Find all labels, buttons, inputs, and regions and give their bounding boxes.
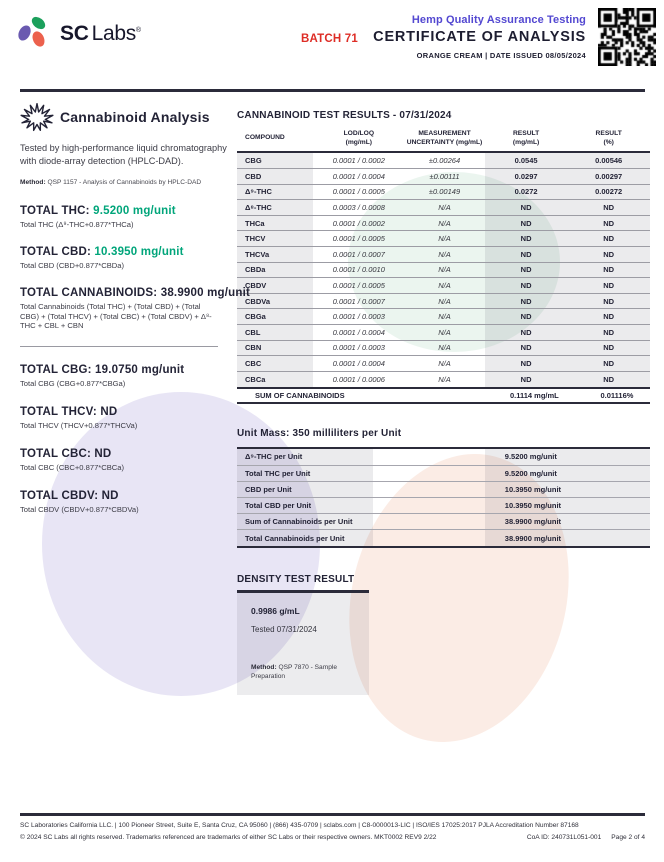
unit-label-cell: Sum of Cannabinoids per Unit: [237, 514, 373, 529]
compound-cell: CBN: [237, 341, 313, 356]
unit-label-cell: Δ⁹-THC per Unit: [237, 449, 373, 464]
total-value: ND: [94, 448, 112, 461]
total-value: 38.9900 mg/unit: [160, 286, 251, 299]
lod-loq-cell: 0.0001 / 0.0004: [332, 327, 385, 337]
total-formula: Total CBG (CBG+0.877*CBGa): [20, 379, 126, 389]
result-mg-cell: ND: [485, 216, 568, 231]
density-tested-date: Tested 07/31/2024: [251, 624, 317, 634]
density-title-underline: [237, 590, 369, 593]
total-block: [20, 490, 228, 515]
compound-cell: THCVa: [237, 247, 313, 262]
total-heading: [20, 364, 228, 376]
total-label: TOTAL THCV:: [20, 406, 97, 419]
unit-value-cell: 38.9900 mg/unit: [485, 530, 650, 546]
result-mg-cell: ND: [485, 247, 568, 262]
compound-cell: CBC: [237, 356, 313, 371]
logo-petal-green: [30, 14, 48, 31]
wordmark-labs: Labs: [91, 22, 136, 45]
qr-code: [598, 8, 656, 66]
total-label: TOTAL CANNABINOIDS:: [20, 286, 158, 299]
footer-copyright: © 2024 SC Labs all rights reserved. Trademarks referenced are trademarks of either SC Labs or their respective owners. MKT0002 REV9 2/22: [20, 833, 437, 841]
footer-legal-row: [20, 834, 645, 841]
results-row: [237, 231, 650, 247]
compound-cell: CBGa: [237, 309, 313, 324]
total-heading: [20, 246, 228, 258]
unit-mass-row: [237, 514, 650, 530]
unit-mass-table: [237, 447, 650, 548]
results-row: [237, 309, 650, 325]
result-mg-cell: ND: [485, 294, 568, 309]
results-row: [237, 294, 650, 310]
density-result-box: [237, 593, 369, 695]
result-pct-cell: ND: [567, 231, 650, 246]
result-pct-cell: ND: [567, 247, 650, 262]
logo-petal-coral: [30, 29, 47, 48]
total-block: [20, 205, 228, 230]
total-block: [20, 286, 251, 332]
secondary-totals: [20, 364, 228, 514]
method-value: QSP 1157 - Analysis of Cannabinoids by HPLC-DAD: [47, 179, 202, 187]
col-header-lodloq: LOD/LOQ (mg/mL): [343, 130, 375, 146]
compound-cell: CBDVa: [237, 294, 313, 309]
lod-loq-cell: 0.0001 / 0.0002: [332, 218, 385, 228]
total-heading: [20, 406, 228, 418]
compound-cell: CBL: [237, 325, 313, 340]
header-divider: [20, 89, 645, 92]
total-value: 9.5200 mg/unit: [93, 205, 176, 218]
uncertainty-cell: N/A: [438, 265, 451, 275]
total-value: ND: [101, 489, 119, 502]
result-pct-cell: 0.00272: [567, 185, 650, 200]
result-mg-cell: ND: [485, 309, 568, 324]
lod-loq-cell: 0.0001 / 0.0004: [332, 171, 385, 181]
total-label: TOTAL CBG:: [20, 364, 92, 377]
col-header-result-mg: RESULT (mg/mL): [512, 130, 540, 146]
unit-mass-title: Unit Mass: 350 milliliters per Unit: [237, 428, 402, 440]
footer-lab-info: SC Laboratories California LLC. | 100 Pioneer Street, Suite E, Santa Cruz, CA 95060 | (866) 435-0709 | sclabs.com | C8-0000013-LIC | ISO/IES 17025:2017 PJLA Accreditation Number 87168: [20, 821, 579, 829]
results-row: [237, 263, 650, 279]
result-mg-cell: 0.0272: [485, 185, 568, 200]
density-title: DENSITY TEST RESULT: [237, 574, 355, 586]
wordmark-sc: SC: [60, 22, 89, 45]
compound-cell: THCV: [237, 231, 313, 246]
uncertainty-cell: N/A: [438, 218, 451, 228]
primary-totals: [20, 205, 251, 331]
lod-loq-cell: 0.0001 / 0.0003: [332, 343, 385, 353]
unit-spacer-cell: [373, 498, 485, 513]
uncertainty-cell: ±0.00111: [429, 171, 460, 181]
cannabinoid-results-table: [237, 130, 650, 404]
results-row: [237, 169, 650, 185]
unit-spacer-cell: [373, 530, 485, 546]
total-value: ND: [100, 406, 118, 419]
total-heading: [20, 490, 228, 502]
unit-mass-row: [237, 530, 650, 546]
total-formula: Total Cannabinoids (Total THC) + (Total CBD) + (Total CBG) + (Total THCV) + (Total CBC) + (Total CBDV) + Δ⁸-THC + CBL + CBN: [20, 301, 212, 331]
result-mg-cell: ND: [485, 231, 568, 246]
result-pct-cell: ND: [567, 278, 650, 293]
unit-mass-row: [237, 466, 650, 482]
total-heading: [20, 448, 228, 460]
uncertainty-cell: N/A: [438, 327, 451, 337]
footer-divider: [20, 813, 645, 816]
unit-spacer-cell: [373, 449, 485, 464]
results-row: [237, 216, 650, 232]
total-label: TOTAL CBDV:: [20, 489, 99, 502]
uncertainty-cell: ±0.00149: [428, 187, 461, 197]
batch-label: BATCH 71: [301, 33, 358, 45]
results-row: [237, 153, 650, 169]
uncertainty-cell: N/A: [438, 296, 451, 306]
density-method-line: [251, 664, 346, 682]
unit-value-cell: 38.9900 mg/unit: [485, 514, 650, 529]
result-pct-cell: ND: [567, 341, 650, 356]
lod-loq-cell: 0.0001 / 0.0002: [332, 156, 385, 166]
uncertainty-cell: N/A: [438, 343, 451, 353]
sum-result-pct: 0.01116%: [600, 391, 634, 401]
total-label: TOTAL CBD:: [20, 245, 91, 258]
cannabinoid-analysis-panel: [20, 102, 251, 515]
lod-loq-cell: 0.0003 / 0.0008: [332, 202, 385, 212]
result-pct-cell: ND: [567, 200, 650, 215]
sclabs-logo: [18, 17, 141, 51]
unit-label-cell: Total CBD per Unit: [237, 498, 373, 513]
lod-loq-cell: 0.0001 / 0.0004: [332, 358, 385, 368]
footer-coa-block: [517, 834, 645, 841]
unit-spacer-cell: [373, 466, 485, 481]
lod-loq-cell: 0.0001 / 0.0010: [332, 265, 385, 275]
lod-loq-cell: 0.0001 / 0.0005: [332, 280, 385, 290]
compound-cell: CBDV: [237, 278, 313, 293]
lod-loq-cell: 0.0001 / 0.0006: [332, 375, 385, 385]
total-formula: Total CBC (CBC+0.877*CBCa): [20, 463, 125, 473]
total-block: [20, 364, 228, 389]
totals-divider: [20, 346, 218, 347]
unit-label-cell: Total Cannabinoids per Unit: [237, 530, 373, 546]
uncertainty-cell: N/A: [438, 234, 451, 244]
results-row: [237, 278, 650, 294]
page-number: Page 2 of 4: [611, 833, 645, 841]
col-header-compound: COMPOUND: [245, 134, 285, 142]
uncertainty-cell: N/A: [438, 312, 451, 322]
density-method-label: Method:: [251, 663, 277, 671]
header-title-block: [373, 14, 586, 60]
results-table-body: [237, 153, 650, 389]
unit-label-cell: Total THC per Unit: [237, 466, 373, 481]
results-row: [237, 325, 650, 341]
compound-cell: CBDa: [237, 263, 313, 278]
results-row: [237, 372, 650, 388]
lod-loq-cell: 0.0001 / 0.0005: [332, 187, 385, 197]
uncertainty-cell: N/A: [438, 249, 451, 259]
density-method-value: QSP 7870 - Sample Preparation: [251, 663, 338, 680]
analysis-heading-row: [20, 102, 228, 132]
compound-cell: CBCa: [237, 372, 313, 388]
analysis-section-title: Cannabinoid Analysis: [60, 109, 210, 125]
total-block: [20, 406, 228, 431]
result-pct-cell: ND: [567, 356, 650, 371]
program-title: Hemp Quality Assurance Testing: [411, 14, 586, 26]
unit-value-cell: 10.3950 mg/unit: [485, 482, 650, 497]
result-mg-cell: ND: [485, 325, 568, 340]
lod-loq-cell: 0.0001 / 0.0007: [332, 249, 385, 259]
certificate-title: CERTIFICATE OF ANALYSIS: [373, 29, 586, 45]
total-heading: [20, 286, 251, 299]
sclabs-logo-icon: [18, 17, 52, 51]
total-label: TOTAL THC:: [20, 205, 90, 218]
result-pct-cell: ND: [567, 294, 650, 309]
result-mg-cell: ND: [485, 278, 568, 293]
col-header-uncertainty: MEASUREMENT UNCERTAINTY (mg/mL): [406, 130, 483, 146]
results-title: CANNABINOID TEST RESULTS - 07/31/2024: [237, 110, 452, 121]
unit-mass-row: [237, 482, 650, 498]
results-row: [237, 247, 650, 263]
results-row: [237, 356, 650, 372]
compound-cell: Δ⁸-THC: [237, 200, 313, 215]
lod-loq-cell: 0.0001 / 0.0005: [332, 234, 385, 244]
results-table-header: [237, 130, 650, 153]
sum-of-cannabinoids-row: [237, 389, 650, 404]
sum-result-mg: 0.1114 mg/mL: [509, 391, 559, 401]
unit-label-cell: CBD per Unit: [237, 482, 373, 497]
sample-name-date: ORANGE CREAM | DATE ISSUED 08/05/2024: [416, 51, 586, 60]
total-block: [20, 246, 228, 271]
result-mg-cell: ND: [485, 200, 568, 215]
unit-spacer-cell: [373, 514, 485, 529]
compound-cell: THCa: [237, 216, 313, 231]
results-row: [237, 185, 650, 201]
result-pct-cell: ND: [567, 263, 650, 278]
hemp-leaf-icon: [20, 102, 54, 132]
uncertainty-cell: N/A: [438, 358, 451, 368]
unit-value-cell: 9.5200 mg/unit: [485, 466, 650, 481]
total-formula: Total CBD (CBD+0.877*CBDa): [20, 260, 125, 270]
sum-label: SUM OF CANNABINOIDS: [255, 391, 345, 401]
result-pct-cell: 0.00297: [567, 169, 650, 184]
result-pct-cell: ND: [567, 325, 650, 340]
analysis-intro-text: Tested by high-performance liquid chromatography with diode-array detection (HPLC-DAD).: [20, 143, 227, 166]
coa-id: CoA ID: 240731L051-001: [526, 833, 602, 841]
total-label: TOTAL CBC:: [20, 448, 91, 461]
results-row: [237, 341, 650, 357]
uncertainty-cell: N/A: [438, 202, 451, 212]
unit-mass-row: [237, 498, 650, 514]
uncertainty-cell: N/A: [438, 375, 451, 385]
result-pct-cell: ND: [567, 372, 650, 388]
compound-cell: Δ⁹-THC: [237, 185, 313, 200]
logo-petal-purple: [16, 23, 33, 42]
results-row: [237, 200, 650, 216]
compound-cell: CBG: [237, 153, 313, 168]
result-mg-cell: ND: [485, 356, 568, 371]
method-label: Method:: [20, 179, 46, 187]
compound-cell: CBD: [237, 169, 313, 184]
total-heading: [20, 205, 228, 217]
result-mg-cell: 0.0545: [485, 153, 568, 168]
registered-mark: ®: [135, 27, 141, 34]
unit-spacer-cell: [373, 482, 485, 497]
result-pct-cell: 0.00546: [567, 153, 650, 168]
total-formula: Total CBDV (CBDV+0.877*CBDVa): [20, 504, 139, 514]
total-formula: Total THCV (THCV+0.877*THCVa): [20, 421, 138, 431]
density-value: 0.9986 g/mL: [251, 605, 300, 616]
unit-value-cell: 10.3950 mg/unit: [485, 498, 650, 513]
results-panel: [237, 110, 650, 695]
lod-loq-cell: 0.0001 / 0.0007: [332, 296, 385, 306]
result-pct-cell: ND: [567, 216, 650, 231]
result-mg-cell: ND: [485, 372, 568, 388]
result-pct-cell: ND: [567, 309, 650, 324]
sclabs-wordmark: [60, 22, 141, 46]
result-mg-cell: ND: [485, 341, 568, 356]
result-mg-cell: ND: [485, 263, 568, 278]
page-footer: [20, 813, 645, 841]
result-mg-cell: 0.0297: [485, 169, 568, 184]
lod-loq-cell: 0.0001 / 0.0003: [332, 312, 385, 322]
analysis-method-line: [20, 179, 228, 186]
unit-mass-row: [237, 449, 650, 465]
uncertainty-cell: ±0.00264: [428, 156, 461, 166]
unit-value-cell: 9.5200 mg/unit: [485, 449, 650, 464]
uncertainty-cell: N/A: [438, 280, 451, 290]
col-header-result-pct: RESULT (%): [595, 130, 622, 146]
total-value: 10.3950 mg/unit: [94, 245, 184, 258]
total-block: [20, 448, 228, 473]
total-value: 19.0750 mg/unit: [95, 364, 185, 377]
total-formula: Total THC (Δ⁹-THC+0.877*THCa): [20, 220, 134, 230]
